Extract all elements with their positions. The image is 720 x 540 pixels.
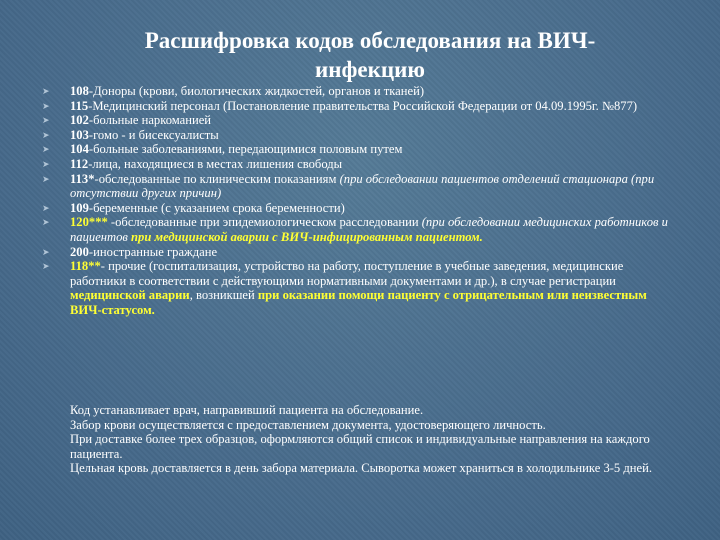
item-code: 103 xyxy=(70,127,89,142)
item-code: 112 xyxy=(70,156,89,171)
item-code: 115 xyxy=(70,98,89,113)
item-code: 109 xyxy=(70,200,89,215)
note-line: При доставке более трех образцов, оформляются общий список и индивидуальные направления на каждого пациента. xyxy=(70,432,650,461)
list-item xyxy=(42,113,672,128)
item-code: 120*** xyxy=(70,215,108,230)
list-item xyxy=(42,128,672,143)
item-highlight: медицинской аварии xyxy=(70,288,190,303)
slide-title: Расшифровка кодов обследования на ВИЧ-инфекцию xyxy=(144,28,596,82)
arrow-bullet-icon: ➤ xyxy=(42,158,50,169)
item-text: -лица, находящиеся в местах лишения свободы xyxy=(88,156,343,171)
item-note: (при обследовании пациентов отделений стационара (при отсутствии других причин) xyxy=(70,171,655,201)
arrow-bullet-icon: ➤ xyxy=(42,115,50,126)
item-highlight: при оказании помощи пациенту с отрицательным или неизвестным ВИЧ-статусом. xyxy=(70,288,647,317)
item-code: 104 xyxy=(70,142,89,157)
arrow-bullet-icon: ➤ xyxy=(42,144,50,155)
item-code: 200 xyxy=(70,244,89,259)
arrow-bullet-icon: ➤ xyxy=(42,217,50,228)
list-item xyxy=(42,172,672,201)
note-line: Забор крови осуществляется с предоставлением документа, удостоверяющего личность. xyxy=(70,417,546,432)
item-text-mid: , возникшей xyxy=(189,288,258,303)
arrow-bullet-icon: ➤ xyxy=(42,86,50,96)
arrow-bullet-icon: ➤ xyxy=(42,261,50,272)
notes-block xyxy=(70,403,670,476)
list-item xyxy=(42,142,672,157)
arrow-bullet-icon: ➤ xyxy=(42,173,50,184)
list-item xyxy=(42,215,672,244)
arrow-bullet-icon: ➤ xyxy=(42,202,50,213)
item-text: -больные заболеваниями, передающимися половым путем xyxy=(88,142,403,157)
codes-list xyxy=(42,84,672,318)
item-text: -обследованные при эпидемиологическом расследовании xyxy=(107,215,422,230)
arrow-bullet-icon: ➤ xyxy=(42,246,50,257)
arrow-bullet-icon: ➤ xyxy=(42,100,50,111)
item-code: 113* xyxy=(70,171,95,186)
item-text: -больные наркоманией xyxy=(88,113,212,128)
list-item xyxy=(42,84,672,99)
note-line: Цельная кровь доставляется в день забора материала. Сыворотка может храниться в холодильнике 3-5 дней. xyxy=(70,461,653,476)
list-item xyxy=(42,99,672,114)
item-code: 118** xyxy=(70,259,101,274)
item-highlight: при медицинской аварии с ВИЧ-инфицированным пациентом. xyxy=(131,229,483,244)
item-text: -Медицинский персонал (Постановление правительства Российской Федерации от 04.09.1995г. №877) xyxy=(88,98,638,113)
list-item xyxy=(42,157,672,172)
list-item xyxy=(42,259,672,317)
item-code: 108 xyxy=(70,84,89,98)
note-line: Код устанавливает врач, направивший пациента на обследование. xyxy=(70,403,424,417)
item-text: -обследованные по клиническим показаниям xyxy=(94,171,340,186)
item-code: 102 xyxy=(70,113,89,128)
list-item xyxy=(42,245,672,260)
list-item xyxy=(42,201,672,216)
item-text: -иностранные граждане xyxy=(88,244,218,259)
item-note: (при обследовании медицинских работников и пациентов xyxy=(70,215,668,244)
item-text: -беременные (с указанием срока беременности) xyxy=(88,200,345,215)
item-text: -гомо - и бисексуалисты xyxy=(88,127,219,142)
item-text: -Доноры (крови, биологических жидкостей, органов и тканей) xyxy=(88,84,425,98)
item-text: - прочие (госпитализация, устройство на работу, поступление в учебные заведения, медицинские работники в соответствии с действующими нормативными документами и др.), в случае регистрации xyxy=(70,259,624,288)
arrow-bullet-icon: ➤ xyxy=(42,129,50,140)
